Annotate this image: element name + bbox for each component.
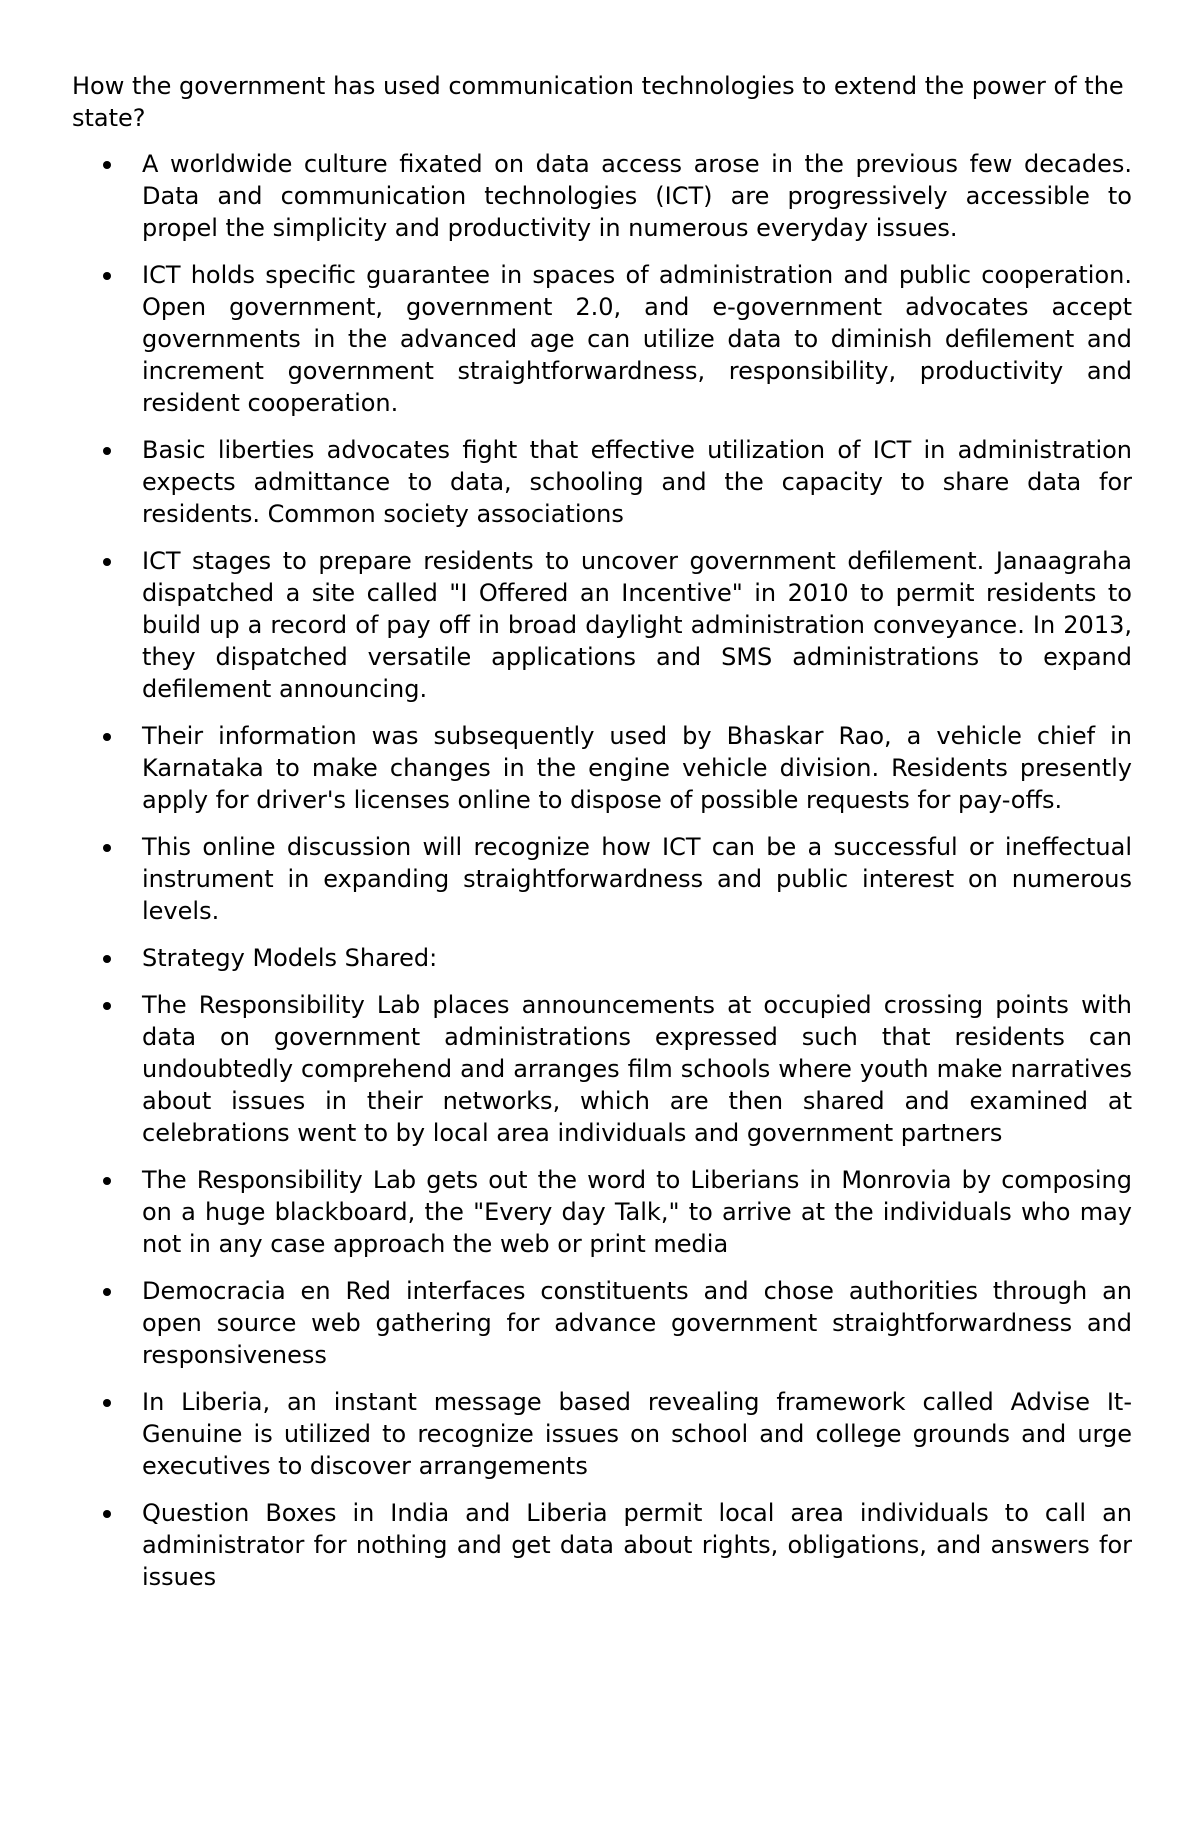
list-item — [72, 1164, 1132, 1260]
bullet-icon — [103, 558, 111, 566]
list-item — [72, 545, 1132, 705]
bullet-icon — [103, 1177, 111, 1185]
bullet-icon — [103, 733, 111, 741]
list-item — [72, 1275, 1132, 1371]
bullet-icon — [103, 272, 111, 280]
list-item — [72, 148, 1132, 244]
list-item — [72, 1497, 1132, 1593]
question-heading: How the government has used communication technologies to extend the power of the state? — [72, 72, 1124, 132]
list-item-text: ICT holds specific guarantee in spaces of administration and public cooperation. Open government, government 2.0, and e-government advocates accept governments in the advanced age can utilize data to diminish defilement and increment government straightforwardness, responsibility, productivity and resident cooperation. — [142, 261, 1132, 417]
list-item-text: A worldwide culture fixated on data access arose in the previous few decades. Data and communication technologies (ICT) are progressively accessible to propel the simplicity and productivity in numerous everyday issues. — [142, 150, 1132, 242]
bullet-icon — [103, 1002, 111, 1010]
list-item-text: Democracia en Red interfaces constituents and chose authorities through an open source web gathering for advance government straightforwardness and responsiveness — [142, 1277, 1132, 1369]
bullet-icon — [103, 1510, 111, 1518]
list-item-text: ICT stages to prepare residents to uncover government defilement. Janaagraha dispatched a site called "I Offered an Incentive" in 2010 to permit residents to build up a record of pay off in broad daylight administration conveyance. In 2013, they dispatched versatile applications and SMS administrations to expand defilement announcing. — [142, 547, 1132, 703]
list-item-text: Question Boxes in India and Liberia permit local area individuals to call an administrator for nothing and get data about rights, obligations, and answers for issues — [142, 1499, 1132, 1591]
list-item — [72, 942, 1132, 974]
list-item-text: The Responsibility Lab places announcements at occupied crossing points with data on government administrations expressed such that residents can undoubtedly comprehend and arranges film schools where youth make narratives about issues in their networks, which are then shared and examined at celebrations went to by local area individuals and government partners — [142, 991, 1132, 1147]
bullet-icon — [103, 955, 111, 963]
bullet-icon — [103, 1399, 111, 1407]
list-item — [72, 831, 1132, 927]
list-item-text: Basic liberties advocates fight that effective utilization of ICT in administration expects admittance to data, schooling and the capacity to share data for residents. Common society associations — [142, 436, 1132, 528]
bullet-list — [72, 148, 1132, 1593]
bullet-icon — [103, 1288, 111, 1296]
list-item-text: Strategy Models Shared: — [142, 944, 438, 972]
list-item-text: This online discussion will recognize how ICT can be a successful or ineffectual instrument in expanding straightforwardness and public interest on numerous levels. — [142, 833, 1132, 925]
list-item-text: Their information was subsequently used by Bhaskar Rao, a vehicle chief in Karnataka to make changes in the engine vehicle division. Residents presently apply for driver's licenses online to dispose of possible requests for pay-offs. — [142, 722, 1132, 814]
list-item-text: The Responsibility Lab gets out the word to Liberians in Monrovia by composing on a huge blackboard, the "Every day Talk," to arrive at the individuals who may not in any case approach the web or print media — [142, 1166, 1132, 1258]
list-item-text: In Liberia, an instant message based revealing framework called Advise It-Genuine is utilized to recognize issues on school and college grounds and urge executives to discover arrangements — [142, 1388, 1132, 1480]
list-item — [72, 720, 1132, 816]
bullet-icon — [103, 161, 111, 169]
list-item — [72, 434, 1132, 530]
bullet-icon — [103, 844, 111, 852]
bullet-icon — [103, 447, 111, 455]
list-item — [72, 989, 1132, 1149]
document-page — [72, 70, 1132, 1608]
list-item — [72, 259, 1132, 419]
list-item — [72, 1386, 1132, 1482]
